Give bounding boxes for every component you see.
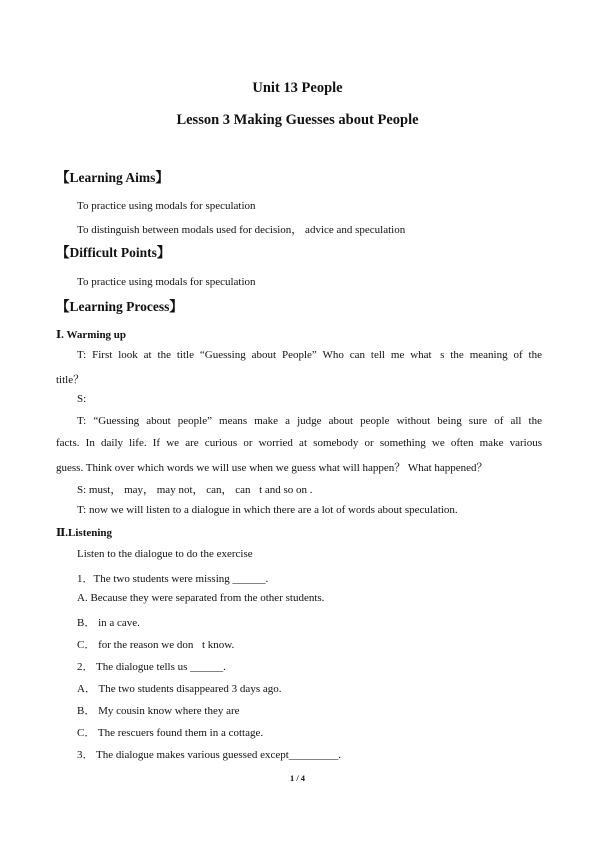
student-response-1: S:	[77, 393, 87, 405]
page-number: 1 / 4	[289, 773, 306, 783]
page-title: Unit 13 People	[252, 80, 343, 96]
question-2-option-c: C． The rescuers found them in a cottage.	[77, 727, 264, 739]
question-1: 1．The two students were missing ______.	[77, 573, 269, 585]
question-3: 3． The dialogue makes various guessed except_________.	[77, 749, 342, 761]
lesson-subtitle: Lesson 3 Making Guesses about People	[176, 112, 419, 128]
warming-paragraph-2-line-1: T: “Guessing about people” means make a judge about people without being sure of all the	[77, 415, 542, 427]
listening-heading: Ⅱ.Listening	[56, 527, 113, 539]
aim-item-1: To practice using modals for speculation	[77, 200, 256, 212]
warming-paragraph-1-line-2: title？	[56, 374, 85, 386]
listening-intro: Listen to the dialogue to do the exercise	[77, 548, 253, 560]
warming-up-heading: Ⅰ. Warming up	[56, 329, 127, 341]
aim-item-2: To distinguish between modals used for decision， advice and speculation	[77, 224, 406, 236]
question-1-option-a: A. Because they were separated from the other students.	[77, 592, 325, 604]
difficult-item-1: To practice using modals for speculation	[77, 276, 256, 288]
warming-paragraph-2-line-3: guess. Think over which words we will use when we guess what will happen？ What happened？	[56, 462, 488, 474]
question-2-option-a: A． The two students disappeared 3 days ago.	[77, 683, 282, 695]
warming-paragraph-1-line-1: T: First look at the title “Guessing about People” Who can tell me what s the meaning of the	[77, 349, 542, 361]
question-1-option-c: C． for the reason we don t know.	[77, 639, 235, 651]
difficult-points-heading: 【Difficult Points】	[56, 245, 171, 260]
question-2: 2． The dialogue tells us ______.	[77, 661, 226, 673]
warming-paragraph-3: T: now we will listen to a dialogue in which there are a lot of words about speculation.	[77, 504, 458, 516]
question-2-option-b: B． My cousin know where they are	[77, 705, 240, 717]
question-1-option-b: B． in a cave.	[77, 617, 140, 629]
warming-paragraph-2-line-2: facts. In daily life. If we are curious or worried at somebody or something we often make various	[56, 437, 542, 449]
learning-process-heading: 【Learning Process】	[56, 299, 183, 314]
learning-aims-heading: 【Learning Aims】	[56, 170, 169, 185]
student-response-2: S: must， may， may not， can， can t and so on .	[77, 484, 313, 496]
